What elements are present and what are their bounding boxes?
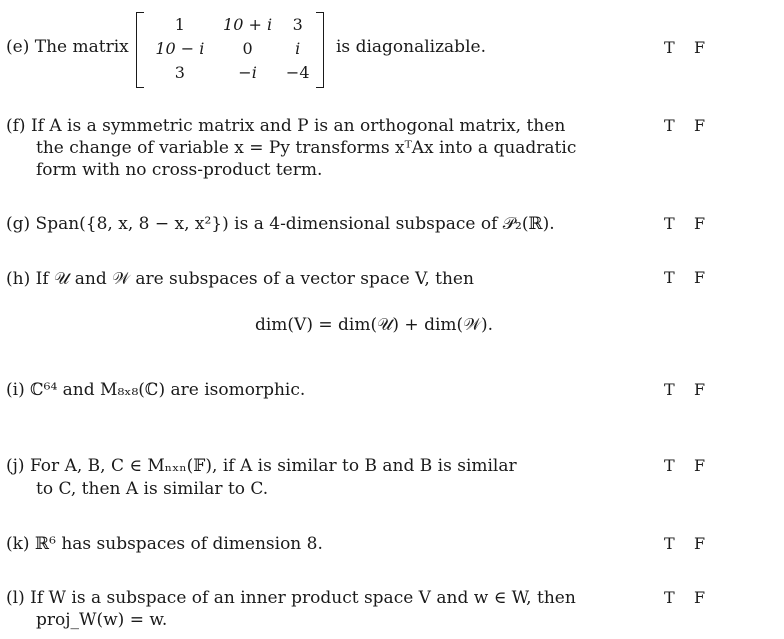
question-l-line-1: (l) If W is a subspace of an inner product space V and w ∈ W, then — [6, 588, 576, 608]
false-option[interactable]: F — [694, 380, 706, 399]
question-f-line-3: form with no cross-product term. — [36, 160, 323, 180]
false-option[interactable]: F — [694, 38, 706, 57]
false-option[interactable]: F — [694, 116, 706, 135]
matrix-cell: i — [295, 38, 301, 58]
true-option[interactable]: T — [664, 38, 675, 57]
matrix-left-bracket — [136, 12, 144, 88]
matrix-cell: −4 — [285, 62, 310, 82]
tf-choices-f — [664, 116, 724, 135]
question-e-suffix: is diagonalizable. — [336, 37, 486, 57]
question-h: (h) If 𝒰 and 𝒲 are subspaces of a vector space V, then — [6, 269, 474, 289]
tf-choices-j — [664, 456, 724, 475]
question-f-line-2: the change of variable x = Py transforms xᵀAx into a quadratic — [36, 138, 577, 158]
tf-choices-k — [664, 534, 724, 553]
matrix-entries — [146, 12, 314, 84]
tf-choices-i — [664, 380, 724, 399]
true-option[interactable]: T — [664, 268, 675, 287]
matrix-cell: 3 — [174, 62, 185, 82]
false-option[interactable]: F — [694, 214, 706, 233]
true-option[interactable]: T — [664, 534, 675, 553]
matrix-cell: 0 — [242, 38, 253, 58]
matrix-right-bracket — [316, 12, 324, 88]
true-option[interactable]: T — [664, 116, 675, 135]
false-option[interactable]: F — [694, 588, 706, 607]
tf-choices-l — [664, 588, 724, 607]
question-h-equation: dim(V) = dim(𝒰) + dim(𝒲). — [254, 315, 493, 335]
true-option[interactable]: T — [664, 588, 675, 607]
tf-choices-g — [664, 214, 724, 233]
tf-choices-e — [664, 38, 724, 57]
false-option[interactable]: F — [694, 534, 706, 553]
question-g: (g) Span({8, x, 8 − x, x²}) is a 4-dimensional subspace of 𝒫₂(ℝ). — [6, 214, 555, 234]
question-j-line-1: (j) For A, B, C ∈ Mₙₓₙ(𝔽), if A is similar to B and B is similar — [6, 456, 517, 476]
question-i: (i) ℂ⁶⁴ and M₈ₓ₈(ℂ) are isomorphic. — [6, 380, 306, 400]
false-option[interactable]: F — [694, 456, 706, 475]
true-option[interactable]: T — [664, 214, 675, 233]
question-k: (k) ℝ⁶ has subspaces of dimension 8. — [6, 534, 323, 554]
false-option[interactable]: F — [694, 268, 706, 287]
question-e-label: (e) The matrix — [6, 37, 129, 57]
question-f-line-1: (f) If A is a symmetric matrix and P is an orthogonal matrix, then — [6, 116, 566, 136]
matrix-e — [134, 12, 326, 88]
true-option[interactable]: T — [664, 456, 675, 475]
question-j-line-2: to C, then A is similar to C. — [36, 479, 269, 499]
tf-choices-h — [664, 268, 724, 287]
question-l-line-2: proj_W(w) = w. — [36, 610, 168, 630]
matrix-cell: 10 − i — [155, 38, 205, 58]
matrix-cell: 1 — [174, 14, 185, 34]
matrix-cell: 10 + i — [223, 14, 273, 34]
matrix-cell: −i — [238, 62, 257, 82]
true-option[interactable]: T — [664, 380, 675, 399]
matrix-cell: 3 — [292, 14, 303, 34]
